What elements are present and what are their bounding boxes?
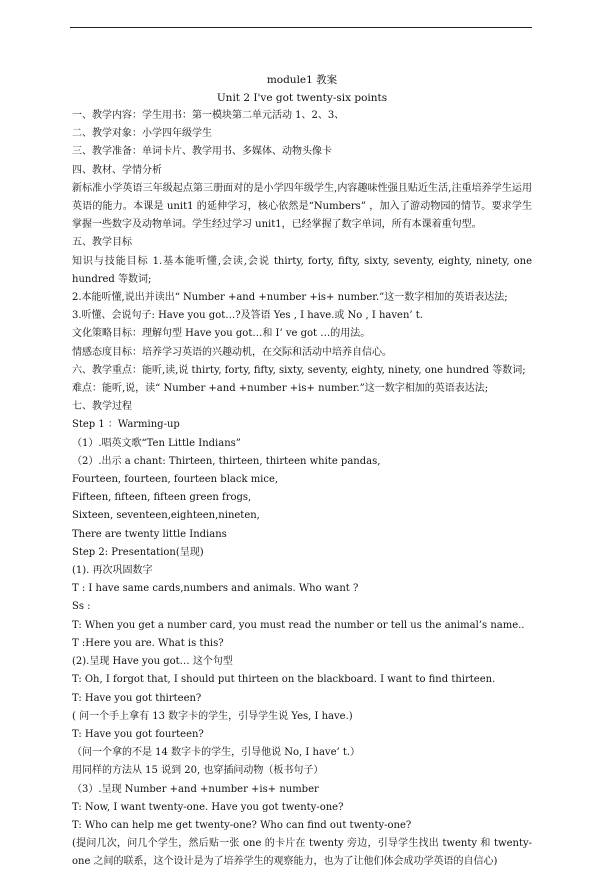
body-line: Step 1 ：Warming-up (72, 419, 180, 431)
body-line: T: Who can help me get twenty-one? Who can find out twenty-one? (72, 819, 412, 831)
body-line: ( 问一个手上拿有 13 数字卡的学生，引导学生说 Yes, I have.) (72, 710, 353, 722)
body-line: 六、教学重点：能听,读,说 thirty, forty, fifty, sixty, seventy, eighty, ninety, one hundred 等数词; (72, 364, 526, 376)
body-line: Step 2: Presentation(呈现) (72, 546, 204, 558)
body-line: T: Now, I want twenty-one. Have you got twenty-one? (72, 801, 344, 813)
body-line: Fourteen, fourteen, fourteen black mice, (72, 474, 279, 486)
body-line: 难点：能听,说，读“ Number +and +number +is+ number.”这一数字相加的英语表达法; (72, 383, 489, 395)
document-title: module1 教案 (266, 74, 338, 86)
body-line: （3）.呈现 Number +and +number +is+ number (72, 783, 319, 795)
body-line: There are twenty little Indians (72, 528, 227, 540)
body-line: Sixteen, seventeen,eighteen,nineten, (72, 510, 260, 522)
body-line: T : I have same cards,numbers and animals. Who want ? (72, 583, 359, 595)
body-line: 知识与技能目标 1.基本能听懂,会读,会说 thirty, forty, fifty, sixty, seventy, eighty, ninety, one hundred 等数词; (72, 255, 532, 285)
body-line: (1). 再次巩固数字 (72, 565, 153, 577)
body-line: T: Oh, I forgot that, I should put thirteen on the blackboard. I want to find thirteen. (72, 674, 496, 686)
body-line: Fifteen, fifteen, fifteen green frogs, (72, 492, 252, 504)
body-line: (2).呈现 Have you got… 这个句型 (72, 656, 233, 668)
body-line: 五、教学目标 (72, 237, 132, 249)
body-line: 四、教材、学情分析 (72, 164, 162, 176)
body-line: 情感态度目标：培养学习英语的兴趣动机，在交际和活动中培养自信心。 (72, 346, 392, 358)
body-line: 用同样的方法从 15 说到 20, 也穿插问动物（板书句子） (72, 765, 324, 777)
body-line: 二、教学对象：小学四年级学生 (72, 128, 212, 140)
document-subtitle: Unit 2 I've got twenty-six points (216, 92, 388, 104)
body-line: (提问几次，问几个学生，然后贴一张 one 的卡片在 twenty 旁边，引导学生找出 twenty 和 twenty-one 之间的联系，这个设计是为了培养学生的观察能力，也为了让他们体会成功学英语的自信心) (72, 838, 532, 868)
body-line: T: Have you got fourteen? (72, 728, 204, 740)
document-page (72, 71, 532, 872)
body-line: 新标准小学英语三年级起点第三册面对的是小学四年级学生,内容趣味性强且贴近生活,注重培养学生运用英语的能力。本课是 unit1 的延伸学习，核心依然是“Numbers” ，加入了游动物园的情节。要求学生掌握一些数字及动物单词。学生经过学习 unit1，已经掌握了数字单词，所有本课着重句型。 (72, 182, 532, 231)
body-line: 2.本能听懂,说出并读出“ Number +and +number +is+ number.”这一数字相加的英语表达法; (72, 292, 508, 304)
body-line: T :Here you are. What is this? (72, 637, 224, 649)
body-line: （1）.唱英文歌“Ten Little Indians” (72, 437, 241, 449)
header-rule (70, 27, 532, 28)
body-line: （问一个拿的不是 14 数字卡的学生，引导他说 No, I have’ t.） (72, 747, 361, 759)
body-line: 一、教学内容：学生用书：第一模块第二单元活动 1、2、3、 (72, 110, 345, 121)
body-line: T: Have you got thirteen? (72, 692, 202, 704)
body-line: Ss : (72, 601, 91, 613)
document-body (72, 107, 532, 872)
body-line: 3.听懂、会说句子: Have you got…?及答语 Yes , I have.或 No , I haven’ t. (72, 310, 423, 322)
body-line: 七、教学过程 (72, 401, 132, 413)
body-line: T: When you get a number card, you must read the number or tell us the animal’s name.. (72, 619, 525, 631)
body-line: 文化策略目标：理解句型 Have you got…和 I’ ve got …的用法。 (72, 328, 371, 340)
body-line: （2）.出示 a chant: Thirteen, thirteen, thirteen white pandas, (72, 455, 381, 467)
body-line: 三、教学准备：单词卡片、教学用书、多媒体、动物头像卡 (72, 146, 332, 158)
